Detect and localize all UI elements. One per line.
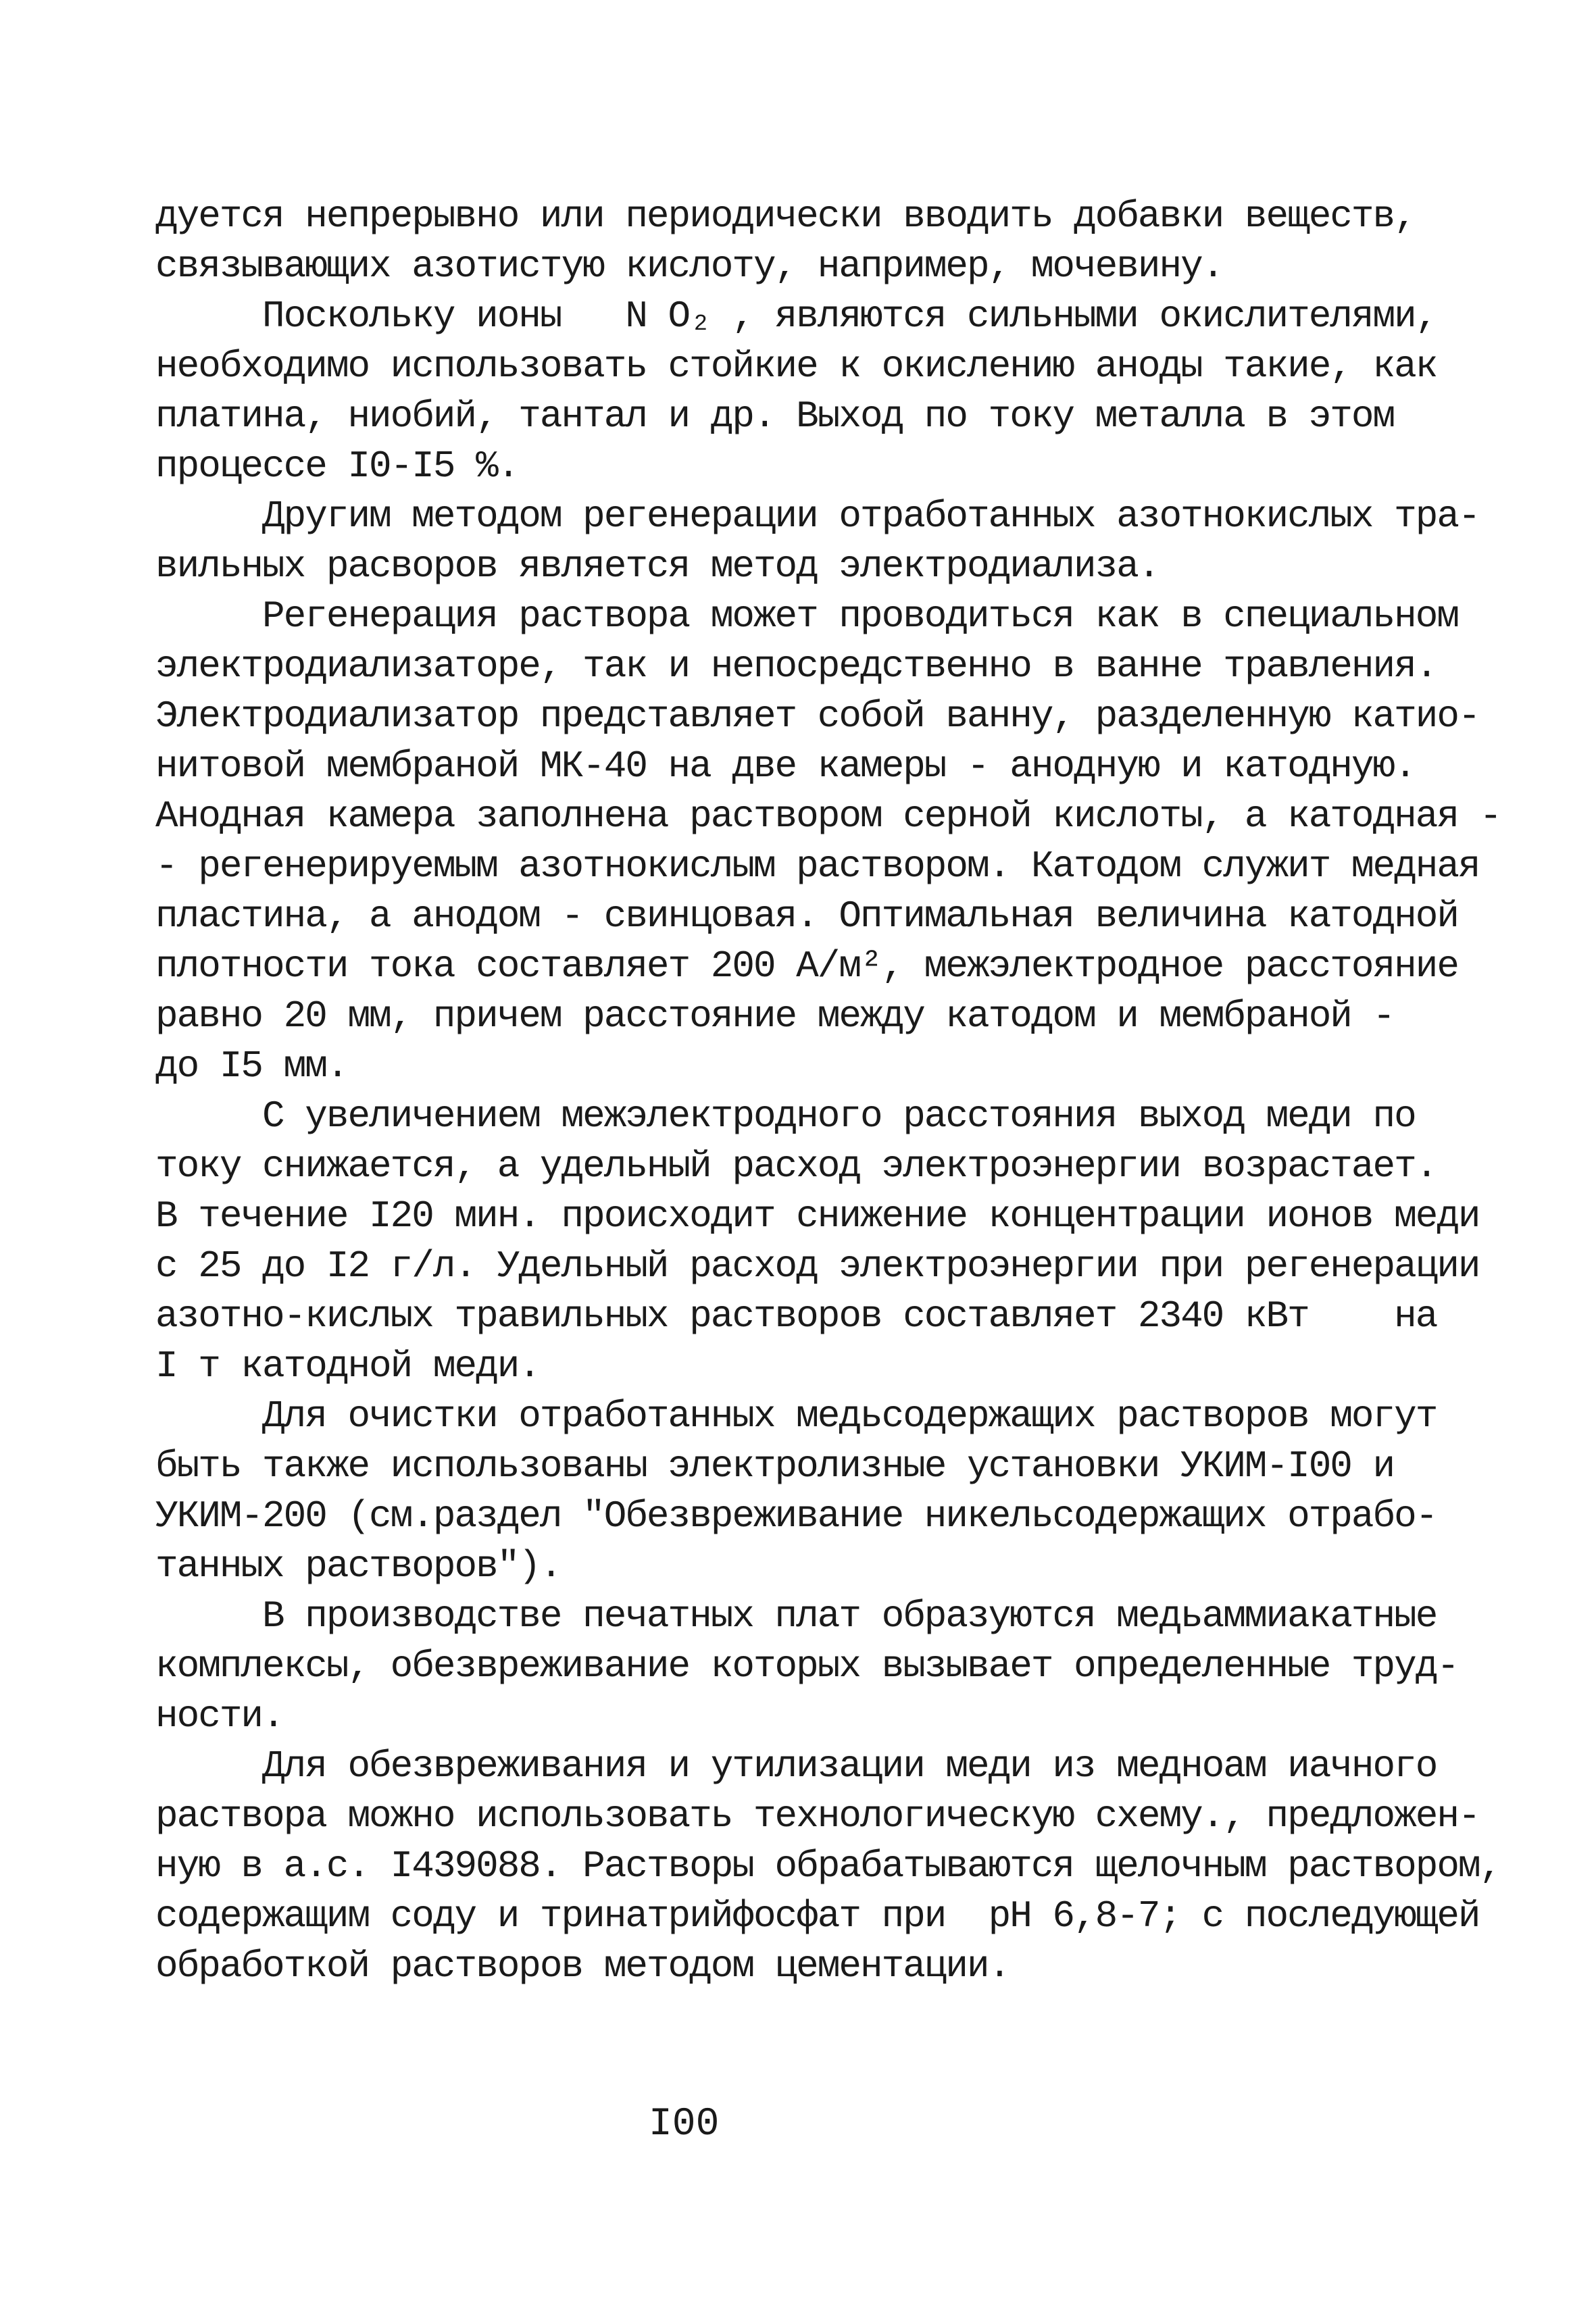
text-line: быть также использованы электролизные установки УКИМ-I00 и xyxy=(155,1444,1395,1488)
text-line: раствора можно использовать технологическую схему., предложен- xyxy=(155,1794,1480,1838)
text-line: Для очистки отработанных медьсодержащих растворов могут xyxy=(155,1394,1437,1438)
text-line: Другим методом регенерации отработанных азотнокислых тра- xyxy=(155,495,1480,538)
text-line: току снижается, а удельный расход электроэнергии возрастает. xyxy=(155,1145,1437,1188)
text-line: нитовой мембраной МК-40 на две камеры - анодную и катодную. xyxy=(155,745,1416,788)
text-line: В производстве печатных плат образуются медьаммиакатные xyxy=(155,1594,1437,1638)
text-line: танных растворов"). xyxy=(155,1544,562,1588)
text-line: необходимо использовать стойкие к окислению аноды такие, как xyxy=(155,345,1437,388)
text-line: равно 20 мм, причем расстояние между катодом и мембраной - xyxy=(155,995,1395,1038)
text-line: азотно-кислых травильных растворов составляет 2340 кВт на xyxy=(155,1294,1437,1338)
text-line: содержащим соду и тринатрийфосфат при pH 6,8-7; с последующей xyxy=(155,1894,1480,1938)
text-line: Анодная камера заполнена раствором серной кислоты, а катодная - xyxy=(155,795,1501,838)
text-line: дуется непрерывно или периодически вводить добавки веществ, xyxy=(155,195,1416,238)
text-line: - регенерируемым азотнокислым раствором. Катодом служит медная xyxy=(155,845,1480,888)
text-line: Регенерация раствора может проводиться как в специальном xyxy=(155,595,1458,638)
page-number: I00 xyxy=(649,2103,720,2146)
text-line: Электродиализатор представляет собой ванну, разделенную катио- xyxy=(155,695,1480,738)
text-line: I т катодной меди. xyxy=(155,1344,540,1388)
text-line: пластина, а анодом - свинцовая. Оптимальная величина катодной xyxy=(155,895,1458,938)
text-line: УКИМ-200 (см.раздел "Обезвреживание никельсодержащих отрабо- xyxy=(155,1494,1437,1538)
text-line: комплексы, обезвреживание которых вызывает определенные труд- xyxy=(155,1644,1458,1688)
text-line: платина, ниобий, тантал и др. Выход по току металла в этом xyxy=(155,395,1395,438)
text-line: плотности тока составляет 200 А/м², межэлектродное расстояние xyxy=(155,945,1458,988)
text-line: обработкой растворов методом цементации. xyxy=(155,1944,1010,1988)
text-line: С увеличением межэлектродного расстояния выход меди по xyxy=(155,1095,1416,1138)
text-line: до I5 мм. xyxy=(155,1045,348,1088)
text-line: Для обезвреживания и утилизации меди из медноам иачного xyxy=(155,1744,1437,1788)
text-line: с 25 до I2 г/л. Удельный расход электроэнергии при регенерации xyxy=(155,1244,1480,1288)
text-line: ности. xyxy=(155,1694,284,1738)
text-line: Поскольку ионы N O₂ , являются сильными окислителями, xyxy=(155,295,1437,338)
text-line: вильных расворов является метод электродиализа. xyxy=(155,545,1159,588)
text-line: В течение I20 мин. происходит снижение концентрации ионов меди xyxy=(155,1194,1480,1238)
text-line: электродиализаторе, так и непосредственно в ванне травления. xyxy=(155,645,1437,688)
text-line: процессе I0-I5 %. xyxy=(155,445,519,488)
text-line: связывающих азотистую кислоту, например, мочевину. xyxy=(155,245,1224,288)
text-line: ную в а.с. I439088. Растворы обрабатываются щелочным раствором, xyxy=(155,1844,1501,1888)
